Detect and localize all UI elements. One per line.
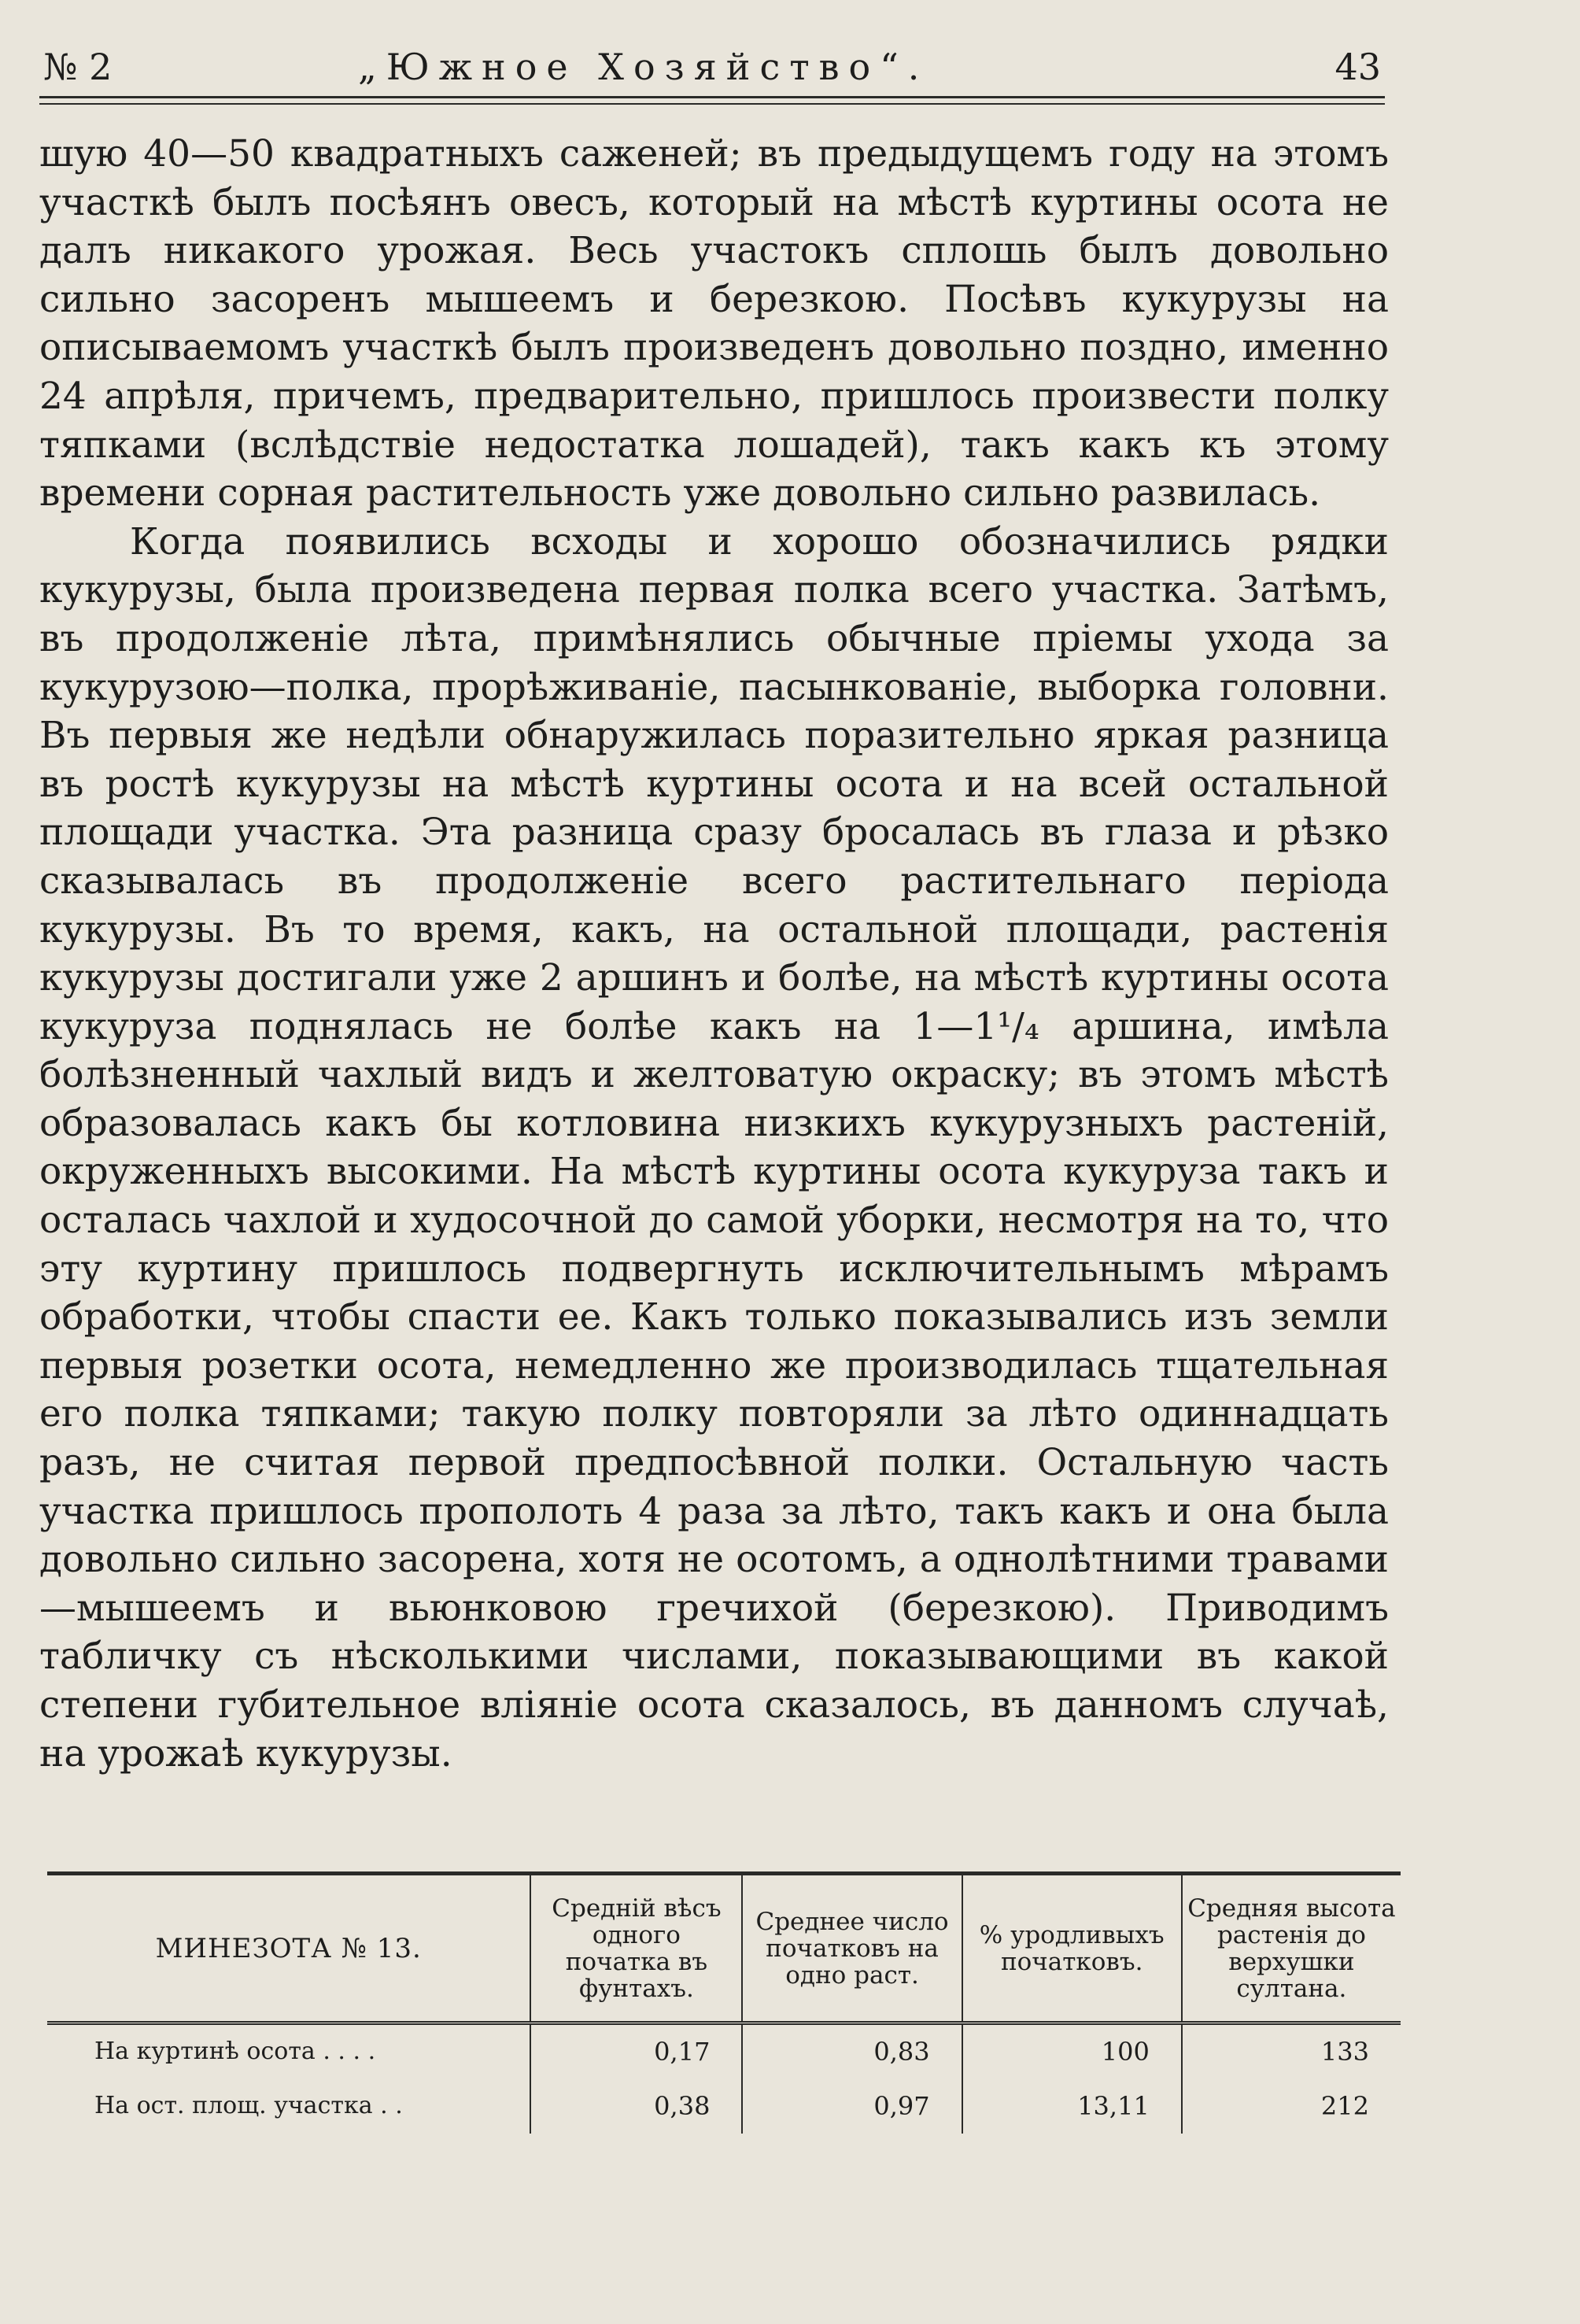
column-header-cob-weight: Средній вѣсъ одного початка въ фунтахъ. bbox=[530, 1874, 742, 2023]
cell-value: 100 bbox=[962, 2023, 1182, 2078]
table-row bbox=[47, 2023, 1401, 2078]
header-rule-bottom bbox=[39, 103, 1385, 105]
cell-value: 133 bbox=[1182, 2023, 1401, 2078]
row-label: На ост. площ. участка . . bbox=[94, 2092, 403, 2119]
cell-value: 0,97 bbox=[742, 2078, 962, 2134]
cell-value: 0,38 bbox=[530, 2078, 742, 2134]
cell-value: 13,11 bbox=[962, 2078, 1182, 2134]
running-header bbox=[43, 43, 1381, 91]
column-header-plant-height: Средняя высота растенія до верхушки султана. bbox=[1182, 1874, 1401, 2023]
table-row bbox=[47, 2078, 1401, 2134]
row-label: На куртинѣ осота . . . . bbox=[94, 2038, 376, 2066]
column-header-deformed-percent: % уродливыхъ початковъ. bbox=[962, 1874, 1182, 2023]
page-number: 43 bbox=[1335, 46, 1381, 88]
column-header-variety: МИНЕЗОТА № 13. bbox=[47, 1874, 530, 2023]
header-rule-top bbox=[39, 96, 1385, 98]
journal-title: „Южное Хозяйство“. bbox=[358, 46, 929, 88]
issue-number: № 2 bbox=[43, 46, 113, 88]
table-header-row bbox=[47, 1874, 1401, 2023]
column-header-cobs-per-plant: Среднее число початковъ на одно раст. bbox=[742, 1874, 962, 2023]
article-body bbox=[39, 130, 1389, 1778]
cell-value: 0,83 bbox=[742, 2023, 962, 2078]
yield-table bbox=[47, 1871, 1401, 2134]
paragraph-continuation: шую 40—50 квадратныхъ саженей; въ предыдущемъ году на этомъ участкѣ былъ посѣянъ овесъ, который на мѣстѣ куртины осота не далъ никакого урожая. Весь участокъ сплошь былъ довольно сильно засоренъ мышеемъ и березкою. Посѣвъ кукурузы на описываемомъ участкѣ былъ произведенъ довольно поздно, именно 24 апрѣля, причемъ, предварительно, пришлось произвести полку тяпками (вслѣдствіе недостатка лошадей), такъ какъ къ этому времени сорная растительность уже довольно сильно развилась. bbox=[39, 132, 1389, 515]
cell-value: 0,17 bbox=[530, 2023, 742, 2078]
paragraph: Когда появились всходы и хорошо обозначились рядки кукурузы, была произведена первая полка всего участка. Затѣмъ, въ продолженіе лѣта, примѣнялись обычные пріемы ухода за кукурузою—полка, прорѣживаніе, пасынкованіе, выборка головни. Въ первыя же недѣли обнаружилась поразительно яркая разница въ ростѣ кукурузы на мѣстѣ куртины осота и на всей остальной площади участка. Эта разница сразу бросалась въ глаза и рѣзко сказывалась въ продолженіе всего растительнаго періода кукурузы. Въ то время, какъ, на остальной площади, растенія кукурузы достигали уже 2 аршинъ и болѣе, на мѣстѣ куртины осота кукуруза поднялась не болѣе какъ на 1—1¹/₄ аршина, имѣла болѣзненный чахлый видъ и желтоватую окраску; въ этомъ мѣстѣ образовалась какъ бы котловина низкихъ кукурузныхъ растеній, окруженныхъ высокими. На мѣстѣ куртины осота кукуруза такъ и осталась чахлой и худосочной до самой уборки, несмотря на то, что эту куртину пришлось подвергнуть исключительнымъ мѣрамъ обработки, чтобы спасти ее. Какъ только показывались изъ земли первыя розетки осота, немедленно же производилась тщательная его полка тяпками; такую полку повторяли за лѣто одиннадцать разъ, не считая первой предпосѣвной полки. Остальную часть участка пришлось прополоть 4 раза за лѣто, такъ какъ и она была довольно сильно засорена, хотя не осотомъ, а однолѣтними травами—мышеемъ и вьюнковою гречихой (березкою). Приводимъ табличку съ нѣсколькими числами, показывающими въ какой степени губительное вліяніе осота сказалось, въ данномъ случаѣ, на урожаѣ кукурузы. bbox=[39, 519, 1389, 1775]
cell-value: 212 bbox=[1182, 2078, 1401, 2134]
